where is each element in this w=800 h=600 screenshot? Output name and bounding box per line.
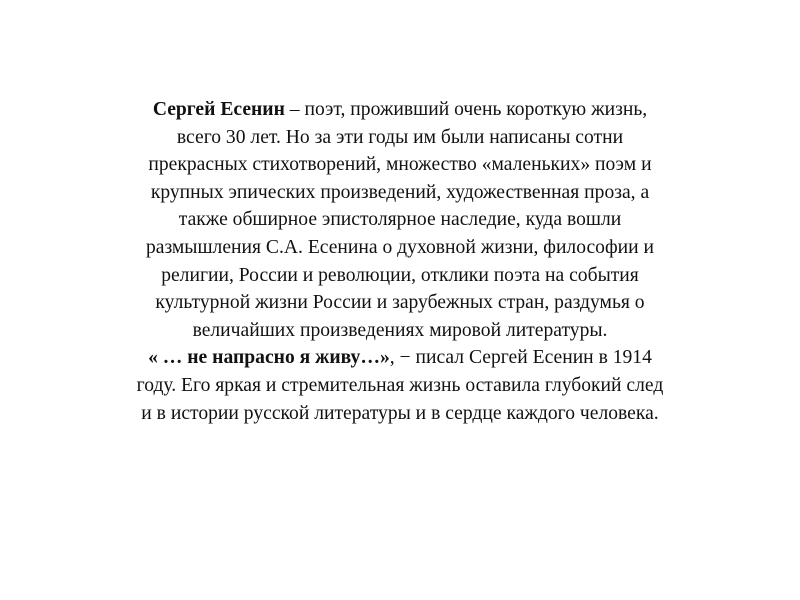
paragraph1-line2: всего 30 лет. Но за эти годы им были написаны сотни xyxy=(176,126,624,148)
paragraph2-line3: и в истории русской литературы и в сердце каждого человека. xyxy=(141,402,659,424)
paragraph1-line3: прекрасных стихотворений, множество «маленьких» поэм и xyxy=(148,154,652,176)
paragraph1-line1-rest: – поэт, проживший очень короткую жизнь, xyxy=(284,99,648,120)
paragraph1-line5: также обширное эпистолярное наследие, куда вошли xyxy=(178,209,622,231)
paragraph1-line6: размышления С.А. Есенина о духовной жизни, философии и xyxy=(145,236,655,258)
paragraph1-line7: религии, России и революции, отклики поэта на события xyxy=(161,264,639,286)
paragraph1-line9: величайших произведениях мировой литературы. xyxy=(192,319,608,341)
text-block xyxy=(40,96,760,427)
paragraph2-line1-rest: , − писал Сергей Есенин в 1914 xyxy=(389,347,652,369)
quote: « … не напрасно я живу…» xyxy=(148,347,390,369)
paragraph1-line1 xyxy=(40,96,760,124)
paragraph2-line2: году. Его яркая и стремительная жизнь оставила глубокий след xyxy=(136,374,664,396)
poet-name: Сергей Есенин xyxy=(152,99,285,120)
paragraph2-line1 xyxy=(40,344,760,372)
paragraph1-line8: культурной жизни России и зарубежных стран, раздумья о xyxy=(155,292,645,314)
paragraph1-line4: крупных эпических произведений, художественная проза, а xyxy=(150,181,650,203)
